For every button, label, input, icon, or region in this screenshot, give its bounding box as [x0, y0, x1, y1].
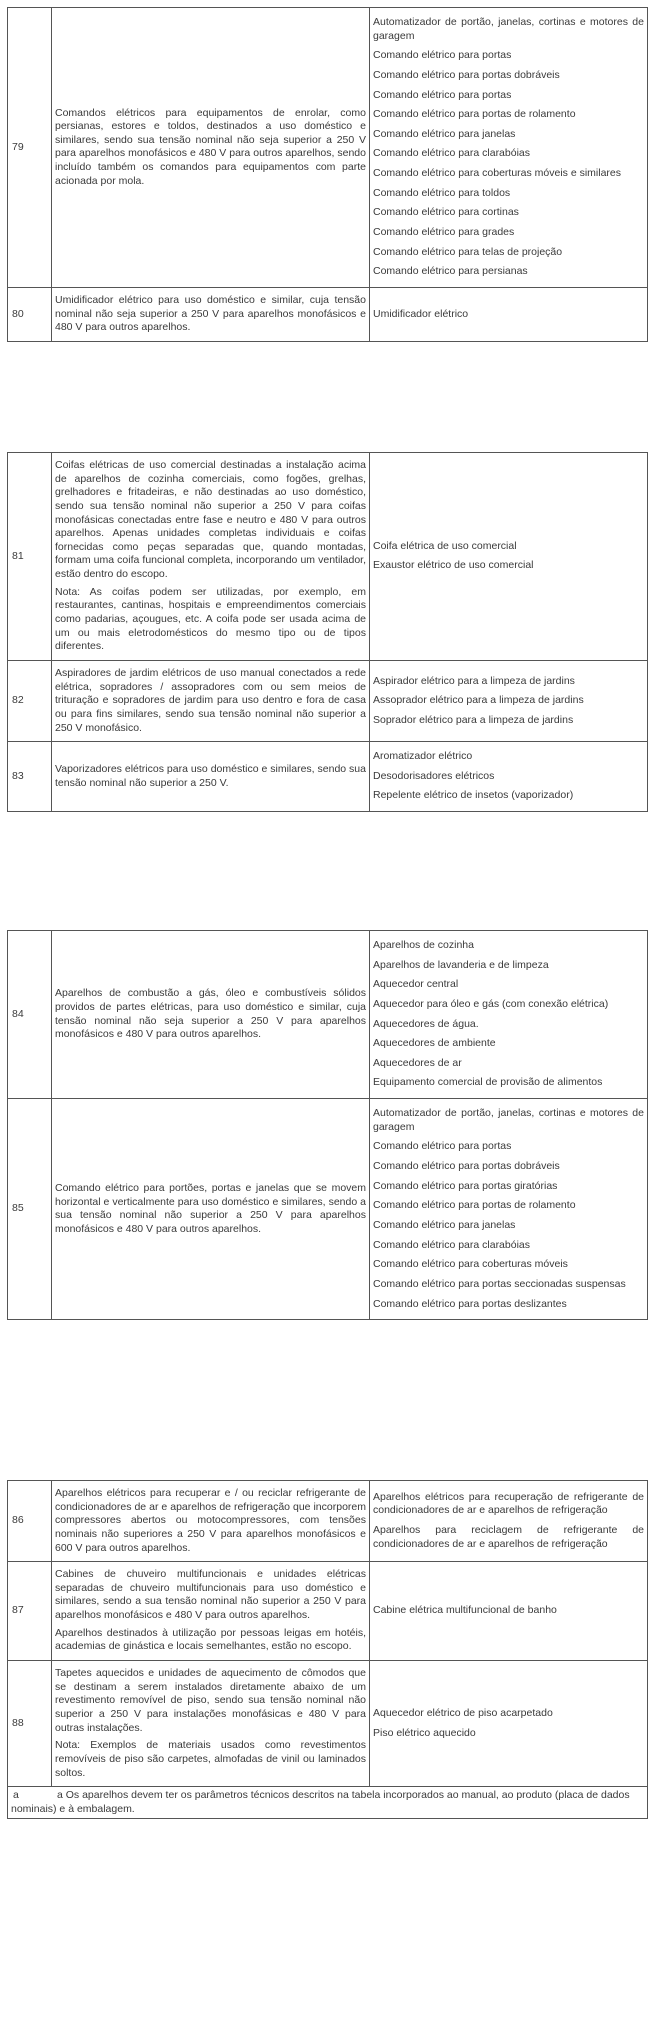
- product-item: Equipamento comercial de provisão de alimentos: [373, 1076, 603, 1089]
- item-number: 80: [8, 287, 52, 341]
- footnote-text: a Os aparelhos devem ter os parâmetros técnicos descritos na tabela incorporados ao manual, ao produto (placa de dados nominais) e à embalagem.: [11, 1789, 630, 1815]
- product-item: Comando elétrico para portas dobráveis: [373, 1160, 560, 1173]
- product-item: Comando elétrico para clarabóias: [373, 147, 531, 160]
- product-item: Comando elétrico para portas giratórias: [373, 1179, 558, 1192]
- product-item: Coifa elétrica de uso comercial: [373, 539, 517, 552]
- product-item: Aspirador elétrico para a limpeza de jardins: [373, 674, 575, 687]
- product-item: Comando elétrico para telas de projeção: [373, 245, 563, 258]
- description-paragraph: Nota: As coifas podem ser utilizadas, por exemplo, em restaurantes, cantinas, hospitais e empreendimentos comerciais como padarias, açougues, etc. A coifa pode ser usada acima de um ou mais eletrodomésticos do mesmo tipo ou de tipos diferentes.: [55, 585, 366, 653]
- equipment-table-3: [7, 930, 648, 1320]
- item-number: 82: [8, 660, 52, 741]
- product-item: Automatizador de portão, janelas, cortinas e motores de garagem: [373, 16, 644, 42]
- product-item: Aquecedor central: [373, 978, 459, 991]
- product-item: Comando elétrico para portas deslizantes: [373, 1297, 567, 1310]
- product-item: Comando elétrico para toldos: [373, 186, 511, 199]
- equipment-table-2: [7, 452, 648, 812]
- product-item: Aquecedores de ar: [373, 1056, 462, 1069]
- footnote: [8, 1787, 648, 1819]
- table-row: [8, 742, 648, 812]
- item-description: [52, 1661, 370, 1787]
- table-row: [8, 931, 648, 1099]
- table-row: [8, 660, 648, 741]
- item-description: [52, 287, 370, 341]
- description-paragraph: Aparelhos elétricos para recuperar e / ou reciclar refrigerante de condicionadores de ar e aparelhos de refrigeração que incorporem compressores abertos ou motocompressores, com tensões nominais não superiores a 250 V para aparelhos monofásicos e 600 V para outros aparelhos.: [55, 1487, 366, 1554]
- product-item: Automatizador de portão, janelas, cortinas e motores de garagem: [373, 1107, 644, 1133]
- description-paragraph: Cabines de chuveiro multifuncionais e unidades elétricas separadas de chuveiro multifuncionais para uso doméstico e similares, sendo a sua tensão nominal não superior a 250 V para aparelhos monofásicos e 480 V para outros aparelhos.: [55, 1568, 366, 1622]
- product-item: Repelente elétrico de insetos (vaporizador): [373, 789, 574, 802]
- product-item: Aparelhos de lavanderia e de limpeza: [373, 958, 549, 971]
- product-item: Comando elétrico para portas de rolamento: [373, 108, 576, 121]
- product-item: Umidificador elétrico: [373, 307, 469, 320]
- table-row: [8, 453, 648, 661]
- equipment-table-1: [7, 7, 648, 342]
- product-list: [370, 1562, 648, 1661]
- product-list: [370, 742, 648, 812]
- product-list: [370, 1481, 648, 1562]
- product-list: [370, 1099, 648, 1320]
- item-number: 86: [8, 1481, 52, 1562]
- product-item: Aparelhos para reciclagem de refrigerante de condicionadores de ar e aparelhos de refrigeração: [373, 1524, 644, 1550]
- product-item: Comando elétrico para grades: [373, 226, 515, 239]
- description-paragraph: Comandos elétricos para equipamentos de enrolar, como persianas, estores e toldos, destinados a uso doméstico e similares, sendo sua tensão nominal não seja superior a 250 V para aparelhos monofásicos e 480 V para outros aparelhos, sendo incluído também os comandos para equipamentos com parte acionada por mola.: [55, 106, 366, 187]
- product-item: Comando elétrico para portas seccionadas suspensas: [373, 1277, 626, 1290]
- product-item: Aparelhos de cozinha: [373, 939, 474, 951]
- product-item: Comando elétrico para janelas: [373, 127, 516, 140]
- table-row: [8, 287, 648, 341]
- table-row: [8, 1661, 648, 1787]
- product-list: [370, 931, 648, 1099]
- product-list: [370, 660, 648, 741]
- item-number: 85: [8, 1099, 52, 1320]
- item-description: [52, 453, 370, 661]
- product-item: Comando elétrico para coberturas móveis: [373, 1258, 568, 1271]
- table-row: [8, 1099, 648, 1320]
- product-list: [370, 1661, 648, 1787]
- product-item: Aquecedores de água.: [373, 1017, 479, 1030]
- description-paragraph: Aspiradores de jardim elétricos de uso manual conectados a rede elétrica, sopradores / assopradores com ou sem meios de trituração e sopradores de jardim para uso dentro e fora de casa ou para fins similares, sendo sua tensão nominal não superior a 250 V monofásico.: [55, 666, 366, 734]
- description-paragraph: Umidificador elétrico para uso doméstico e similar, cuja tensão nominal não seja superior a 250 V para aparelhos monofásicos e 480 V para outros aparelhos.: [55, 293, 366, 334]
- item-number: 83: [8, 742, 52, 812]
- product-item: Cabine elétrica multifuncional de banho: [373, 1604, 557, 1617]
- product-item: Aparelhos elétricos para recuperação de refrigerante de condicionadores de ar e aparelhos de refrigeração: [373, 1490, 644, 1517]
- item-number: 84: [8, 931, 52, 1099]
- product-item: Aquecedor para óleo e gás (com conexão elétrica): [373, 997, 609, 1010]
- item-description: [52, 1099, 370, 1320]
- product-item: Desodorisadores elétricos: [373, 769, 495, 782]
- product-item: Piso elétrico aquecido: [373, 1726, 476, 1739]
- product-list: [370, 8, 648, 288]
- product-item: Comando elétrico para portas dobráveis: [373, 68, 560, 81]
- product-item: Soprador elétrico para a limpeza de jardins: [373, 713, 574, 726]
- item-description: [52, 1562, 370, 1661]
- item-number: 87: [8, 1562, 52, 1661]
- description-paragraph: Comando elétrico para portões, portas e janelas que se movem horizontal e verticalmente para uso doméstico e similares, sendo a sua tensão nominal não superior a 250 V para aparelhos monofásicos e 480 V para outros aparelhos.: [55, 1181, 366, 1235]
- product-item: Aquecedores de ambiente: [373, 1037, 496, 1050]
- product-item: Aquecedor elétrico de piso acarpetado: [373, 1706, 553, 1719]
- description-paragraph: Tapetes aquecidos e unidades de aquecimento de cômodos que se destinam a serem instalados diretamente abaixo de um revestimento removível de piso, sendo sua tensão nominal não superior a 250 V para instalações monofásicas e 480 V para outras instalações.: [55, 1667, 366, 1734]
- description-paragraph: Nota: Exemplos de materiais usados como revestimentos removíveis de piso são carpetes, almofadas de vinil ou laminados soltos.: [55, 1739, 366, 1779]
- equipment-table-4: [7, 1480, 648, 1819]
- description-paragraph: Aparelhos de combustão a gás, óleo e combustíveis sólidos providos de partes elétricas, para uso doméstico e similar, cuja tensão nominal não seja superior a 250 V para aparelhos monofásicos e 480 V para outros aparelhos.: [55, 987, 366, 1041]
- item-number: 88: [8, 1661, 52, 1787]
- description-paragraph: Aparelhos destinados à utilização por pessoas leigas em hotéis, academias de ginástica e locais semelhantes, estão no escopo.: [55, 1626, 366, 1653]
- footnote-row: [8, 1787, 648, 1819]
- item-description: [52, 1481, 370, 1562]
- table-row: [8, 1562, 648, 1661]
- product-item: Assoprador elétrico para a limpeza de jardins: [373, 694, 584, 707]
- product-item: Comando elétrico para portas: [373, 88, 512, 101]
- product-item: Comando elétrico para cortinas: [373, 206, 519, 219]
- product-item: Comando elétrico para portas: [373, 49, 512, 62]
- table-row: [8, 1481, 648, 1562]
- product-list: [370, 287, 648, 341]
- product-item: Comando elétrico para coberturas móveis e similares: [373, 167, 622, 180]
- description-paragraph: Vaporizadores elétricos para uso doméstico e similares, sendo sua tensão nominal não superior a 250 V.: [55, 762, 366, 789]
- product-item: Comando elétrico para portas de rolamento: [373, 1199, 576, 1212]
- product-item: Aromatizador elétrico: [373, 750, 473, 763]
- item-number: 81: [8, 453, 52, 661]
- product-list: [370, 453, 648, 661]
- product-item: Comando elétrico para persianas: [373, 265, 528, 278]
- product-item: Comando elétrico para janelas: [373, 1218, 516, 1231]
- product-item: Exaustor elétrico de uso comercial: [373, 559, 534, 572]
- item-description: [52, 8, 370, 288]
- item-description: [52, 931, 370, 1099]
- item-description: [52, 660, 370, 741]
- table-row: [8, 8, 648, 288]
- footnote-marker: a: [13, 1789, 19, 1802]
- item-number: 79: [8, 8, 52, 288]
- product-item: Comando elétrico para portas: [373, 1140, 512, 1153]
- product-item: Comando elétrico para clarabóias: [373, 1238, 531, 1251]
- description-paragraph: Coifas elétricas de uso comercial destinadas a instalação acima de aparelhos de cozinha comerciais, como fogões, grelhas, grelhadores e fritadeiras, e não destinadas ao uso doméstico, sendo sua tensão nominal não superior a 250 V para coifas monofásicas conectadas entre fase e neutro e 480 V para outros aparelhos. Apenas unidades completas individuais e coifas fornecidas como peças separadas que, quando montadas, formam uma coifa funcional completa, incorporando um ventilador, estão dentro do escopo.: [55, 459, 366, 581]
- item-description: [52, 742, 370, 812]
